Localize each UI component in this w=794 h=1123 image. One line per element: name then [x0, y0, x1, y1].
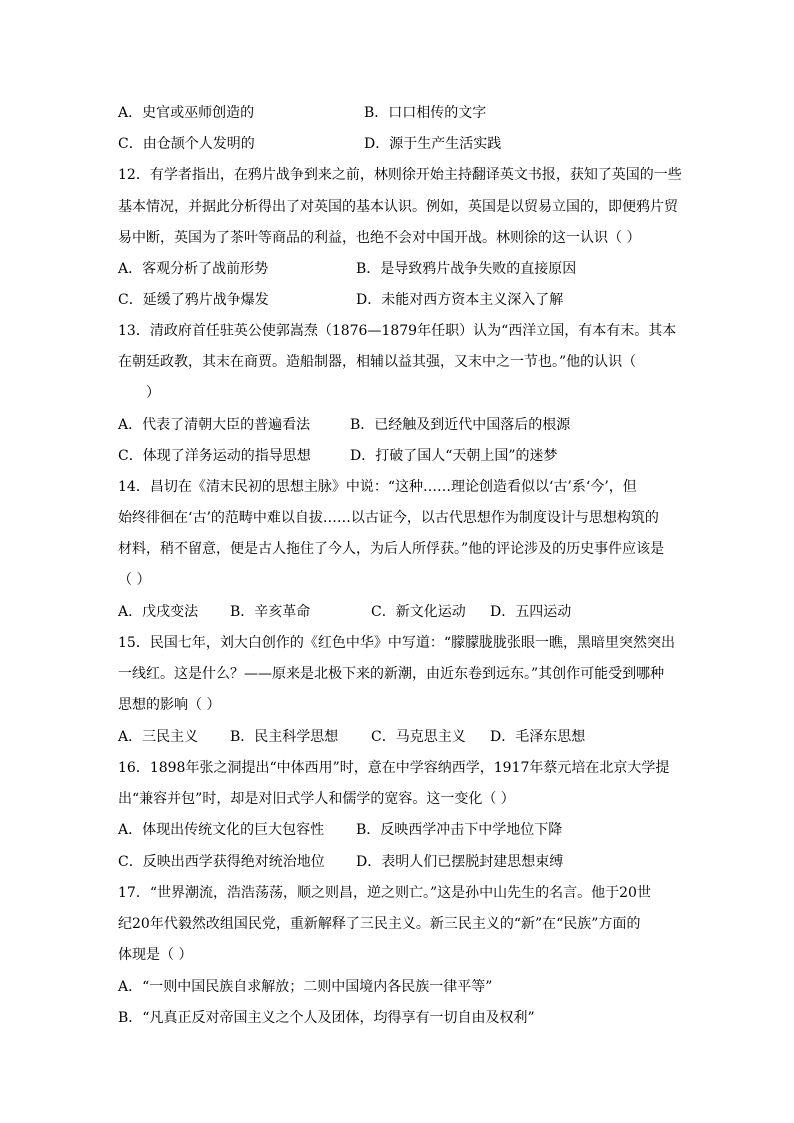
- q14-option-b: B．辛亥革命: [230, 604, 311, 620]
- q15-option-b: B．民主科学思想: [230, 729, 339, 745]
- q16-stem-line-2: 出“兼容并包”时，却是对旧式学人和儒学的宽容。这一变化（ ）: [118, 791, 515, 807]
- q12-option-b: B．是导致鸦片战争失败的直接原因: [356, 261, 577, 277]
- q12-stem-line-3: 易中断，英国为了茶叶等商品的利益，也绝不会对中国开战。林则徐的这一认识（ ）: [118, 230, 641, 246]
- q17-stem-line-1: 17．“世界潮流，浩浩荡荡，顺之则昌，逆之则亡。”这是孙中山先生的名言。他于20世: [118, 885, 651, 901]
- q13-stem-line-2: 在朝廷政教，其末在商贾。造船制器，相辅以益其强，又末中之一节也。”他的认识（: [118, 354, 637, 370]
- q13-option-d: D．打破了国人“天朝上国”的迷梦: [350, 448, 558, 464]
- q11-option-d: D．源于生产生活实践: [364, 136, 502, 152]
- q16-option-a: A．体现出传统文化的巨大包容性: [118, 822, 325, 838]
- q13-option-c: C．体现了洋务运动的指导思想: [118, 448, 311, 464]
- q13-stem-line-1: 13．清政府首任驻英公使郭嵩焘（1876—1879年任职）认为“西洋立国，有本有末。其本: [118, 323, 677, 339]
- q15-option-a: A．三民主义: [118, 729, 199, 745]
- q17-option-a: A．“一则中国民族自求解放；二则中国境内各民族一律平等”: [118, 979, 493, 995]
- q12-option-c: C．延缓了鸦片战争爆发: [118, 292, 269, 308]
- q16-option-b: B．反映西学冲击下中学地位下降: [356, 822, 563, 838]
- q14-stem-line-3: 材料，稍不留意，便是古人拖住了今人，为后人所俘获。”他的评论涉及的历史事件应该是: [118, 541, 665, 557]
- q15-option-c: C．马克思主义: [371, 729, 466, 745]
- q14-option-c: C．新文化运动: [371, 604, 466, 620]
- q14-stem-line-2: 始终徘徊在‘古’的范畴中难以自拔……以古证今，以古代思想作为制度设计与思想构筑的: [118, 510, 659, 526]
- q13-option-b: B．已经触及到近代中国落后的根源: [350, 417, 571, 433]
- q17-stem-line-2: 纪20年代毅然改组国民党，重新解释了三民主义。新三民主义的“新”在“民族”方面的: [118, 916, 641, 932]
- q13-option-a: A．代表了清朝大臣的普遍看法: [118, 417, 311, 433]
- q14-stem-line-4: （ ）: [118, 572, 151, 588]
- q15-stem-line-1: 15．民国七年，刘大白创作的《红色中华》中写道：“朦朦胧胧张眼一瞧，黑暗里突然突出: [118, 635, 675, 651]
- q13-stem-line-3: ）: [146, 385, 160, 401]
- q15-stem-line-2: 一线红。这是什么？——原来是北极下来的新潮，由近东卷到远东。”其创作可能受到哪种: [118, 666, 665, 682]
- q12-option-a: A．客观分析了战前形势: [118, 261, 269, 277]
- q11-option-a: A．史官或巫师创造的: [118, 105, 255, 121]
- q12-stem-line-1: 12．有学者指出，在鸦片战争到来之前，林则徐开始主持翻译英文书报，获知了英国的一些: [118, 167, 682, 183]
- q14-option-a: A．戊戌变法: [118, 604, 199, 620]
- q17-option-b: B．“凡真正反对帝国主义之个人及团体，均得享有一切自由及权利”: [118, 1010, 535, 1026]
- q16-option-d: D．表明人们已摆脱封建思想束缚: [356, 854, 564, 870]
- q16-option-c: C．反映出西学获得绝对统治地位: [118, 854, 325, 870]
- q15-option-d: D．毛泽东思想: [490, 729, 586, 745]
- q11-option-c: C．由仓颉个人发明的: [118, 136, 255, 152]
- q14-option-d: D．五四运动: [490, 604, 572, 620]
- q11-option-b: B．口口相传的文字: [364, 105, 487, 121]
- q12-stem-line-2: 基本情况，并据此分析得出了对英国的基本认识。例如，英国是以贸易立国的，即便鸦片贸: [118, 199, 678, 215]
- q15-stem-line-3: 思想的影响（ ）: [118, 697, 221, 713]
- q16-stem-line-1: 16．1898年张之洞提出“中体西用”时，意在中学容纳西学，1917年蔡元培在北京大学提: [118, 760, 670, 776]
- q17-stem-line-3: 体现是（ ）: [118, 947, 193, 963]
- q14-stem-line-1: 14．昌切在《清末民初的思想主脉》中说：“这种……理论创造看似以‘古’系‘今’，但: [118, 479, 637, 495]
- q12-option-d: D．未能对西方资本主义深入了解: [356, 292, 564, 308]
